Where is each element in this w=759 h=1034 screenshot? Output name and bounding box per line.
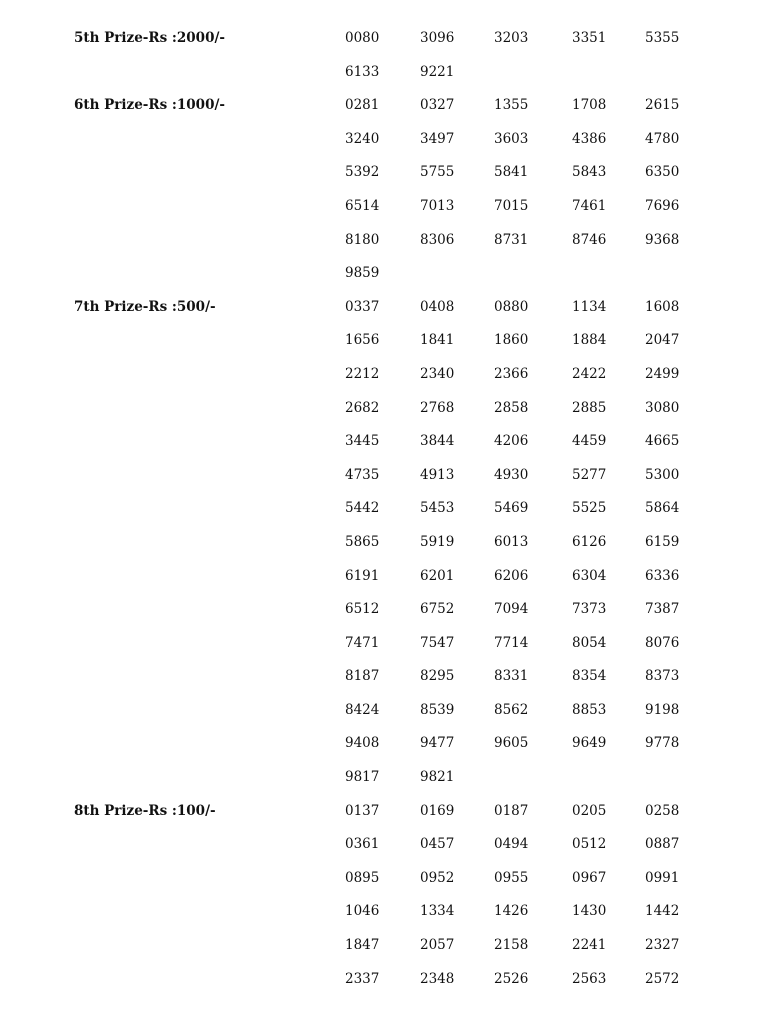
winning-number: 2572	[645, 970, 680, 987]
prize-section	[0, 22, 759, 89]
winning-number: 0967	[572, 869, 607, 886]
winning-number: 1860	[494, 332, 529, 349]
winning-number: 0337	[345, 298, 380, 315]
winning-number: 1656	[345, 332, 380, 349]
number-row	[345, 123, 759, 157]
winning-numbers	[345, 22, 759, 89]
winning-number: 3445	[345, 433, 380, 450]
winning-number: 4665	[645, 433, 680, 450]
winning-number: 1046	[345, 903, 380, 920]
winning-number: 1426	[494, 903, 529, 920]
winning-number: 5755	[420, 164, 455, 181]
winning-number: 1708	[572, 97, 607, 114]
winning-numbers	[345, 89, 759, 291]
winning-number: 0887	[645, 836, 680, 853]
winning-number: 7013	[420, 197, 455, 214]
winning-numbers	[345, 795, 759, 997]
winning-number: 1608	[645, 298, 680, 315]
number-row	[345, 727, 759, 761]
winning-number: 8354	[572, 668, 607, 685]
winning-number: 2422	[572, 365, 607, 382]
number-row	[345, 324, 759, 358]
winning-number: 0512	[572, 836, 607, 853]
winning-number: 8562	[494, 701, 529, 718]
winning-number: 4459	[572, 433, 607, 450]
winning-number: 7373	[572, 601, 607, 618]
winning-number: 5843	[572, 164, 607, 181]
winning-number: 6514	[345, 197, 380, 214]
number-row	[345, 828, 759, 862]
winning-number: 8731	[494, 231, 529, 248]
number-row	[345, 895, 759, 929]
winning-number: 2212	[345, 365, 380, 382]
winning-number: 8746	[572, 231, 607, 248]
number-row	[345, 660, 759, 694]
winning-number: 8331	[494, 668, 529, 685]
winning-number: 3844	[420, 433, 455, 450]
winning-number: 8295	[420, 668, 455, 685]
winning-number: 5453	[420, 500, 455, 517]
prize-section	[0, 795, 759, 997]
winning-number: 5525	[572, 500, 607, 517]
winning-number: 2885	[572, 399, 607, 416]
winning-number: 3240	[345, 130, 380, 147]
prize-label: 6th Prize-Rs :1000/-	[74, 97, 226, 114]
winning-number: 6013	[494, 533, 529, 550]
winning-number: 9221	[420, 63, 455, 80]
winning-number: 3203	[494, 30, 529, 46]
winning-number: 2057	[420, 937, 455, 954]
number-row	[345, 593, 759, 627]
prize-list	[0, 22, 759, 996]
winning-number: 5392	[345, 164, 380, 181]
winning-number: 0137	[345, 802, 380, 819]
number-row	[345, 459, 759, 493]
winning-number: 0327	[420, 97, 455, 114]
winning-number: 9649	[572, 735, 607, 752]
winning-number: 0187	[494, 802, 529, 819]
winning-number: 0991	[645, 869, 680, 886]
winning-number: 7696	[645, 197, 680, 214]
winning-number: 0205	[572, 802, 607, 819]
winning-number: 2337	[345, 970, 380, 987]
number-row	[345, 291, 759, 325]
winning-number: 5865	[345, 533, 380, 550]
winning-number: 2348	[420, 970, 455, 987]
winning-number: 2858	[494, 399, 529, 416]
number-row	[345, 425, 759, 459]
winning-number: 0457	[420, 836, 455, 853]
winning-number: 7547	[420, 634, 455, 651]
winning-number: 6206	[494, 567, 529, 584]
winning-number: 0361	[345, 836, 380, 853]
winning-number: 9408	[345, 735, 380, 752]
winning-number: 2158	[494, 937, 529, 954]
winning-number: 0408	[420, 298, 455, 315]
winning-number: 9821	[420, 769, 455, 786]
winning-number: 6512	[345, 601, 380, 618]
winning-number: 5442	[345, 500, 380, 517]
winning-number: 6304	[572, 567, 607, 584]
winning-number: 6350	[645, 164, 680, 181]
winning-number: 0281	[345, 97, 380, 114]
number-row	[345, 492, 759, 526]
number-row	[345, 22, 759, 56]
winning-number: 0880	[494, 298, 529, 315]
winning-number: 0952	[420, 869, 455, 886]
winning-number: 9477	[420, 735, 455, 752]
winning-number: 9605	[494, 735, 529, 752]
number-row	[345, 392, 759, 426]
winning-number: 5469	[494, 500, 529, 517]
winning-number: 1442	[645, 903, 680, 920]
winning-number: 4386	[572, 130, 607, 147]
winning-number: 8539	[420, 701, 455, 718]
winning-number: 0258	[645, 802, 680, 819]
winning-number: 6126	[572, 533, 607, 550]
winning-number: 4735	[345, 466, 380, 483]
winning-number: 5841	[494, 164, 529, 181]
number-row	[345, 526, 759, 560]
winning-number: 8853	[572, 701, 607, 718]
winning-number: 0895	[345, 869, 380, 886]
winning-number: 7015	[494, 197, 529, 214]
winning-number: 8180	[345, 231, 380, 248]
winning-number: 2340	[420, 365, 455, 382]
number-row	[345, 627, 759, 661]
winning-number: 5919	[420, 533, 455, 550]
prize-label: 8th Prize-Rs :100/-	[74, 802, 216, 819]
winning-number: 0169	[420, 802, 455, 819]
winning-number: 8306	[420, 231, 455, 248]
number-row	[345, 761, 759, 795]
number-row	[345, 963, 759, 997]
winning-number: 1884	[572, 332, 607, 349]
winning-number: 2499	[645, 365, 680, 382]
winning-number: 8076	[645, 634, 680, 651]
number-row	[345, 358, 759, 392]
winning-number: 9778	[645, 735, 680, 752]
winning-number: 3096	[420, 30, 455, 46]
winning-number: 3497	[420, 130, 455, 147]
winning-number: 2563	[572, 970, 607, 987]
winning-number: 6159	[645, 533, 680, 550]
winning-number: 5300	[645, 466, 680, 483]
winning-number: 1430	[572, 903, 607, 920]
winning-number: 0080	[345, 30, 380, 46]
winning-number: 1841	[420, 332, 455, 349]
winning-number: 7461	[572, 197, 607, 214]
number-row	[345, 929, 759, 963]
number-row	[345, 862, 759, 896]
winning-number: 9198	[645, 701, 680, 718]
number-row	[345, 156, 759, 190]
winning-number: 7094	[494, 601, 529, 618]
winning-number: 4913	[420, 466, 455, 483]
winning-number: 0955	[494, 869, 529, 886]
winning-number: 1847	[345, 937, 380, 954]
winning-number: 3603	[494, 130, 529, 147]
winning-number: 3080	[645, 399, 680, 416]
winning-number: 4780	[645, 130, 680, 147]
winning-number: 8373	[645, 668, 680, 685]
winning-number: 0494	[494, 836, 529, 853]
winning-number: 3351	[572, 30, 607, 46]
winning-number: 8187	[345, 668, 380, 685]
winning-number: 2327	[645, 937, 680, 954]
winning-number: 6752	[420, 601, 455, 618]
winning-number: 1355	[494, 97, 529, 114]
winning-numbers	[345, 291, 759, 795]
number-row	[345, 257, 759, 291]
winning-number: 2241	[572, 937, 607, 954]
prize-section	[0, 89, 759, 291]
winning-number: 9817	[345, 769, 380, 786]
winning-number: 2682	[345, 399, 380, 416]
number-row	[345, 795, 759, 829]
prize-section	[0, 291, 759, 795]
number-row	[345, 224, 759, 258]
winning-number: 8054	[572, 634, 607, 651]
prize-label: 5th Prize-Rs :2000/-	[74, 30, 226, 46]
number-row	[345, 694, 759, 728]
winning-number: 2615	[645, 97, 680, 114]
winning-number: 8424	[345, 701, 380, 718]
winning-number: 4930	[494, 466, 529, 483]
winning-number: 1334	[420, 903, 455, 920]
winning-number: 5277	[572, 466, 607, 483]
winning-number: 7387	[645, 601, 680, 618]
winning-number: 2047	[645, 332, 680, 349]
number-row	[345, 560, 759, 594]
winning-number: 7471	[345, 634, 380, 651]
winning-number: 5864	[645, 500, 680, 517]
winning-number: 2526	[494, 970, 529, 987]
winning-number: 6191	[345, 567, 380, 584]
winning-number: 9859	[345, 265, 380, 282]
winning-number: 9368	[645, 231, 680, 248]
winning-number: 5355	[645, 30, 680, 46]
winning-number: 6133	[345, 63, 380, 80]
winning-number: 6336	[645, 567, 680, 584]
number-row	[345, 56, 759, 90]
winning-number: 4206	[494, 433, 529, 450]
winning-number: 2768	[420, 399, 455, 416]
winning-number: 2366	[494, 365, 529, 382]
winning-number: 1134	[572, 298, 607, 315]
winning-number: 7714	[494, 634, 529, 651]
number-row	[345, 190, 759, 224]
prize-label: 7th Prize-Rs :500/-	[74, 298, 216, 315]
number-row	[345, 89, 759, 123]
winning-number: 6201	[420, 567, 455, 584]
